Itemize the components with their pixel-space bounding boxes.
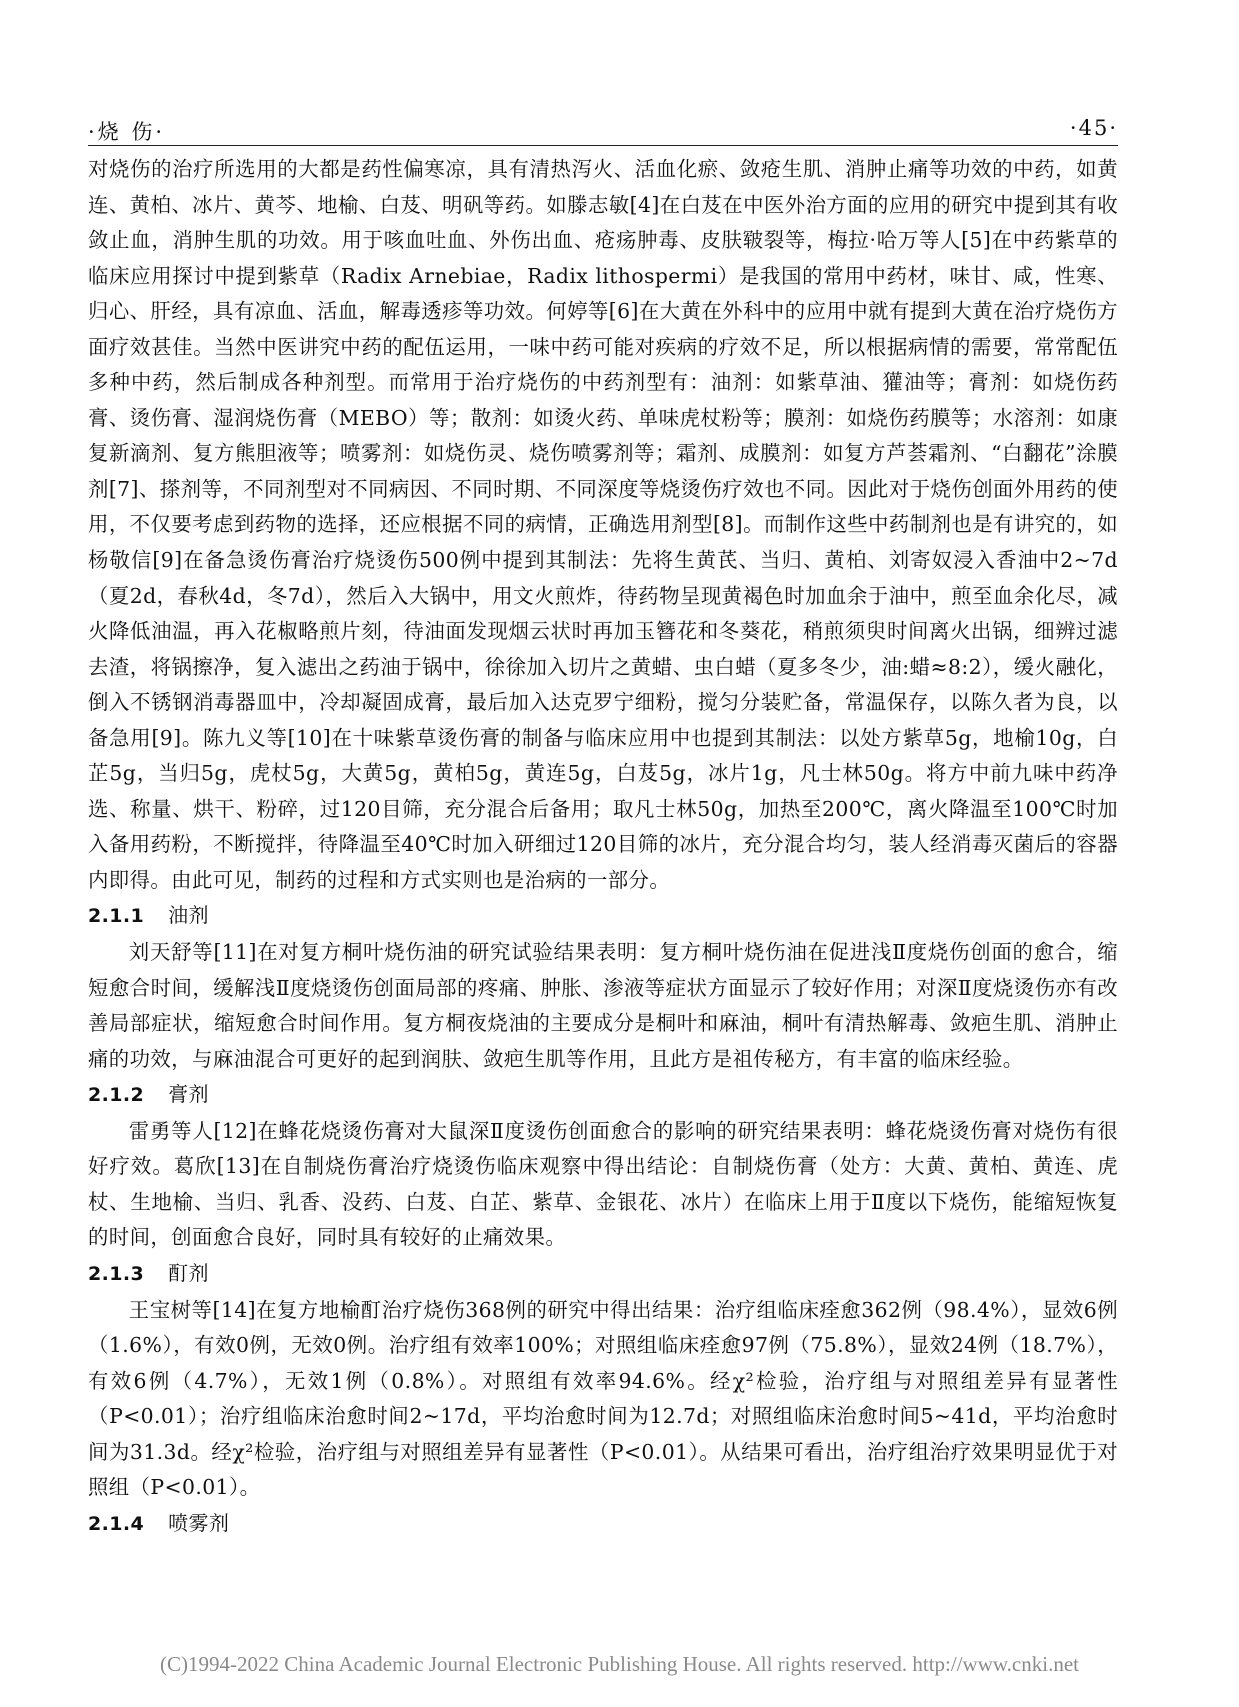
section-heading-tincture [88, 1256, 1118, 1293]
section-number: 2.1.3 [88, 1262, 145, 1285]
section-heading-spray [88, 1506, 1118, 1543]
journal-section-title: ·烧 伤· [88, 120, 166, 144]
section-title: 油剂 [168, 903, 209, 928]
section-number: 2.1.4 [88, 1512, 145, 1535]
section-number: 2.1.1 [88, 905, 145, 928]
article-body [88, 152, 1118, 1542]
paragraph-tincture: 王宝树等[14]在复方地榆酊治疗烧伤368例的研究中得出结果：治疗组临床痊愈362例（98.4%），显效6例（1.6%），有效0例，无效0例。治疗组有效率100%；对照组临床痊愈97例（75.8%），显效24例（18.7%），有效6例（4.7%），无效1例（0.8%）。对照组有效率94.6%。经χ²检验，治疗组与对照组差异有显著性（P<0.01）；治疗组临床治愈时间2~17d，平均治愈时间为12.7d；对照组临床治愈时间5~41d，平均治愈时间为31.3d。经χ²检验，治疗组与对照组差异有显著性（P<0.01）。从结果可看出，治疗组治疗效果明显优于对照组（P<0.01）。 [88, 1297, 1118, 1500]
section-heading-oil [88, 898, 1118, 935]
section-title: 酊剂 [168, 1260, 209, 1285]
paragraph-intro: 对烧伤的治疗所选用的大都是药性偏寒凉，具有清热泻火、活血化瘀、敛疮生肌、消肿止痛等功效的中药，如黄连、黄柏、冰片、黄芩、地榆、白芨、明矾等药。如滕志敏[4]在白芨在中医外治方面的应用的研究中提到其有收敛止血，消肿生肌的功效。用于咳血吐血、外伤出血、疮疡肿毒、皮肤皲裂等，梅拉·哈万等人[5]在中药紫草的临床应用探讨中提到紫草（Radix Arnebiae，Radix lithospermi）是我国的常用中药材，味甘、咸，性寒、归心、肝经，具有凉血、活血，解毒透疹等功效。何婷等[6]在大黄在外科中的应用中就有提到大黄在治疗烧伤方面疗效甚佳。当然中医讲究中药的配伍运用，一味中药可能对疾病的疗效不足，所以根据病情的需要，常常配伍多种中药，然后制成各种剂型。而常用于治疗烧伤的中药剂型有：油剂：如紫草油、獾油等；膏剂：如烧伤药膏、烫伤膏、湿润烧伤膏（MEBO）等；散剂：如烫火药、单味虎杖粉等；膜剂：如烧伤药膜等；水溶剂：如康复新滴剂、复方熊胆液等；喷雾剂：如烧伤灵、烧伤喷雾剂等；霜剂、成膜剂：如复方芦荟霜剂、“白翻花”涂膜剂[7]、搽剂等，不同剂型对不同病因、不同时期、不同深度等烧烫伤疗效也不同。因此对于烧伤创面外用药的使用，不仅要考虑到药物的选择，还应根据不同的病情，正确选用剂型[8]。而制作这些中药制剂也是有讲究的，如杨敬信[9]在备急烫伤膏治疗烧烫伤500例中提到其制法：先将生黄芪、当归、黄柏、刘寄奴浸入香油中2~7d（夏2d，春秋4d，冬7d），然后入大锅中，用文火煎炸，待药物呈现黄褐色时加血余于油中，煎至血余化尽，减火降低油温，再入花椒略煎片刻，待油面发现烟云状时再加玉簪花和冬葵花，稍煎须臾时间离火出锅，细辨过滤去渣，将锅擦净，复入滤出之药油于锅中，徐徐加入切片之黄蜡、虫白蜡（夏多冬少，油:蜡≈8:2），缓火融化，倒入不锈钢消毒器皿中，冷却凝固成膏，最后加入达克罗宁细粉，搅匀分装贮备，常温保存，以陈久者为良，以备急用[9]。陈九义等[10]在十味紫草烫伤膏的制备与临床应用中也提到其制法：以处方紫草5g，地榆10g，白芷5g，当归5g，虎杖5g，大黄5g，黄柏5g，黄连5g，白芨5g，冰片1g，凡士林50g。将方中前九味中药净选、称量、烘干、粉碎，过120目筛，充分混合后备用；取凡士林50g，加热至200℃，离火降温至100℃时加入备用药粉，不断搅拌，待降温至40℃时加入研细过120目筛的冰片，充分混合均匀，装人经消毒灭菌后的容器内即得。由此可见，制药的过程和方式实则也是治病的一部分。 [88, 157, 1118, 892]
copyright-footer: (C)1994-2022 China Academic Journal Electronic Publishing House. All rights reserved. http://www.cnki.net [160, 1652, 1079, 1676]
section-heading-ointment [88, 1077, 1118, 1114]
header-rule [88, 145, 1118, 146]
section-number: 2.1.2 [88, 1084, 145, 1107]
section-title: 膏剂 [168, 1082, 209, 1107]
running-header [88, 112, 1118, 152]
section-title: 喷雾剂 [168, 1510, 230, 1535]
paragraph-ointment: 雷勇等人[12]在蜂花烧烫伤膏对大鼠深Ⅱ度烫伤创面愈合的影响的研究结果表明：蜂花烧烫伤膏对烧伤有很好疗效。葛欣[13]在自制烧伤膏治疗烧烫伤临床观察中得出结论：自制烧伤膏（处方：大黄、黄柏、黄连、虎杖、生地榆、当归、乳香、没药、白芨、白芷、紫草、金银花、冰片）在临床上用于Ⅱ度以下烧伤，能缩短恢复的时间，创面愈合良好，同时具有较好的止痛效果。 [88, 1118, 1118, 1250]
paragraph-oil: 刘天舒等[11]在对复方桐叶烧伤油的研究试验结果表明：复方桐叶烧伤油在促进浅Ⅱ度烧伤创面的愈合，缩短愈合时间，缓解浅Ⅱ度烧烫伤创面局部的疼痛、肿胀、渗液等症状方面显示了较好作用；对深Ⅱ度烧烫伤亦有改善局部症状，缩短愈合时间作用。复方桐夜烧油的主要成分是桐叶和麻油，桐叶有清热解毒、敛疤生肌、消肿止痛的功效，与麻油混合可更好的起到润肤、敛疤生肌等作用，且此方是祖传秘方，有丰富的临床经验。 [88, 940, 1118, 1071]
page-number: ·45· [1069, 116, 1118, 140]
